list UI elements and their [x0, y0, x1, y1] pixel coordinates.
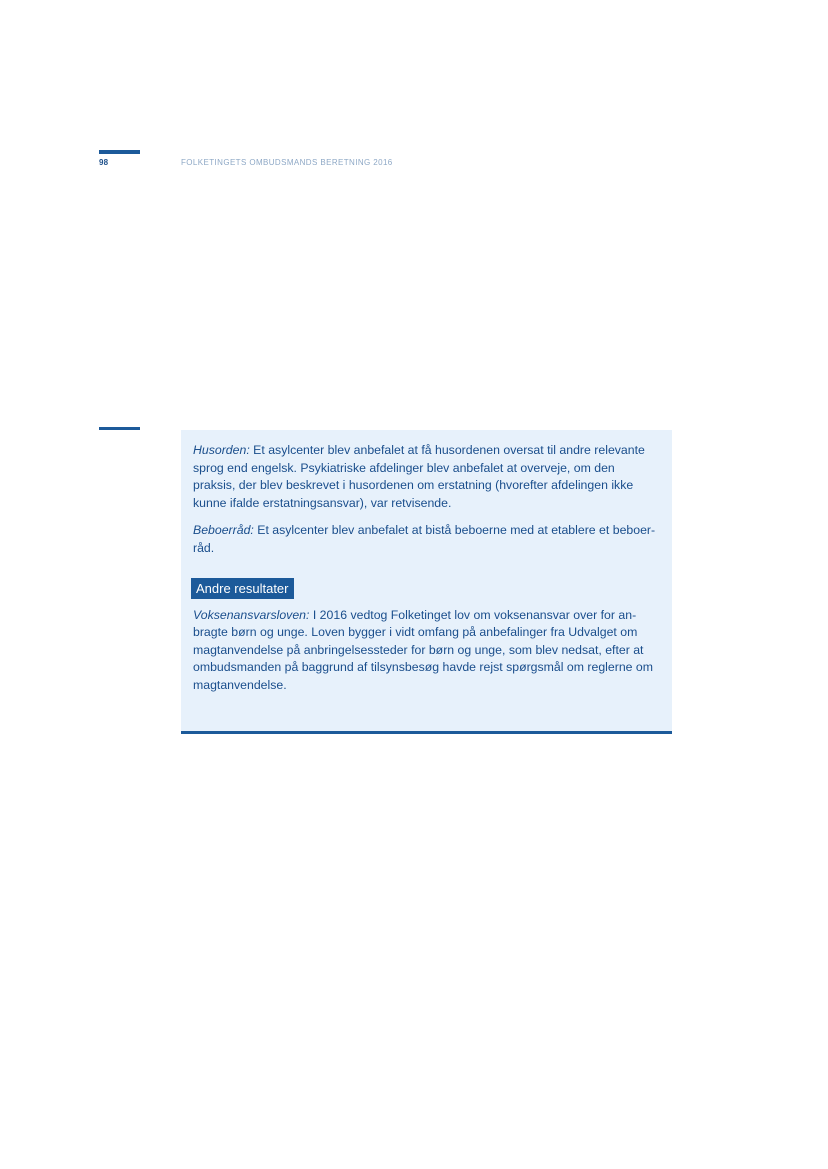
section-heading: Andre resultater	[191, 578, 294, 599]
paragraph-beboerraad	[193, 522, 657, 557]
running-header: FOLKETINGETS OMBUDSMANDS BERETNING 2016	[181, 158, 393, 167]
paragraph-lead: Husorden:	[193, 443, 250, 457]
paragraph-voksenansvarsloven	[193, 607, 657, 695]
paragraph-lead: Voksenansvarsloven:	[193, 607, 310, 622]
paragraph-lead: Beboerråd:	[193, 523, 254, 538]
page-number: 98	[99, 158, 109, 167]
paragraph-husorden	[193, 442, 657, 512]
paragraph-text: I 2016 vedtog Folketinget lov om voksenansvar over for an-bragte børn og unge. Loven bygger i vidt omfang på anbefalinger fra Udvalget om magtanvendelse på anbringelsessteder for børn og unge, som blev nedsat, efter at ombudsmanden på baggrund af tilsynsbesøg havde rejst spørgsmål om reglerne om magtanvendelse.	[193, 607, 654, 692]
paragraph-text: Et asylcenter blev anbefalet at få husordenen oversat til andre relevante sprog end engelsk. Psykiatriske afdelinger blev anbefalet at overveje, om den praksis, der blev beskrevet i husordenen om erstatning (hvorefter afdelingen ikke kunne ifalde erstatningsansvar), var retvisende.	[193, 443, 645, 510]
margin-rule	[99, 427, 140, 430]
info-box-content	[193, 442, 657, 695]
info-box	[181, 430, 672, 734]
page-number-bar	[99, 150, 140, 154]
section-heading-wrap	[193, 558, 657, 599]
paragraph-text: Et asylcenter blev anbefalet at bistå beboerne med at etablere et beboer-råd.	[193, 523, 656, 555]
